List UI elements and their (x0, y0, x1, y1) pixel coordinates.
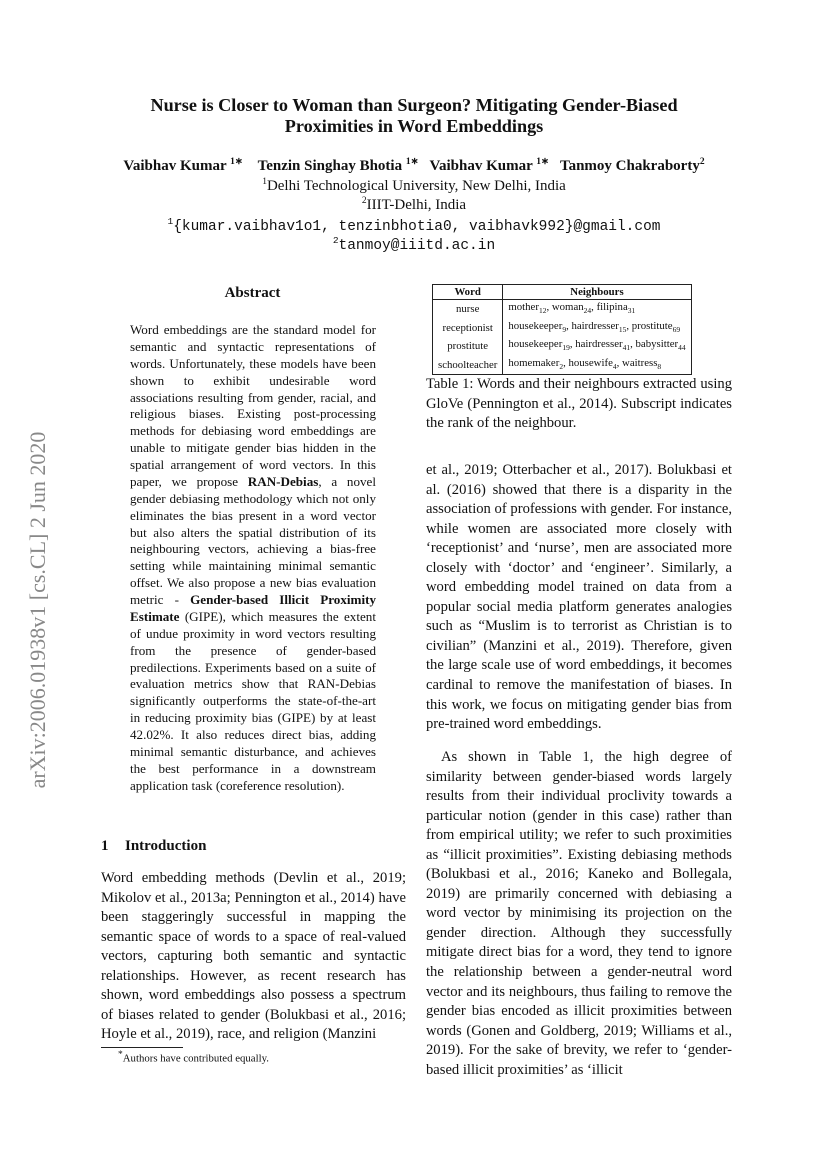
table-cell-neighbours: homemaker$_2$, housewife$_4$, waitress$_8$ (503, 356, 691, 375)
table-row (433, 300, 692, 319)
table-cell-neighbours: housekeeper$_{19}$, hairdresser$_{41}$, babysitter$_{44}$ (503, 337, 691, 355)
title-line-1: Nurse is Closer to Woman than Surgeon? Mitigating Gender-Biased (150, 95, 678, 115)
abstract-body: Word embeddings are the standard model for semantic and syntactic representations of words. Unfortunately, these models have been shown to exhibit undesirable word associations resulting from gender, racial, and religious biases. Existing post-processing methods for debiasing word embeddings are unable to mitigate gender bias hidden in the spatial arrangement of word vectors. In this paper, we propose RAN-Debias, a novel gender debiasing methodology which not only eliminates the bias present in a word vector but also alters the spatial distribution of its neighbouring vectors, achieving a bias-free setting while maintaining minimal semantic offset. We also propose a new bias evaluation metric - Gender-based Illicit Proximity Estimate (GIPE), which measures the extent of undue proximity in word vectors resulting from the presence of gender-based predilections. Experiments based on a suite of evaluation metrics show that RAN-Debias significantly outperforms the state-of-the-art in reducing proximity bias (GIPE) by at least 42.02%. It also reduces direct bias, adding minimal semantic disturbance, and achieves the best performance in a downstream application task (coreference resolution). (130, 322, 376, 793)
intro-paragraph-right-1: et al., 2019; Otterbacher et al., 2017). Bolukbasi et al. (2016) showed that there is a disparity in the association of professions with gender. For instance, while women are associated more closely with ‘receptionist’ and ‘nurse’, men are associated more closely with ‘doctor’ and ‘engineer’. Similarly, a word embedding model trained on data from a popular social media platform generates analogies such as “Muslim is to terrorist as Christian is to civilian” (Manzini et al., 2019). Therefore, given the large scale use of word embeddings, it becomes cardinal to remove the manifestation of biases. In this work, we focus on mitigating gender bias from pre-trained word embeddings. (426, 462, 732, 733)
author-list (0, 156, 828, 175)
table-cell-word: receptionist (433, 319, 503, 337)
table-word-neighbours (432, 284, 692, 375)
intro-paragraph-right-2: As shown in Table 1, the high degree of similarity between gender-biased words largely results from their individual proclivity towards a particular notion (gender in this case) rather than from empirical utility; we refer to such proximities as “illicit proximities”. Existing debiasing methods (Bolukbasi et al., 2016; Kaneko and Bollegala, 2019) are primarily concerned with debiasing a word vector by minimising its projection on the gender direction. Although they successfully mitigate direct bias for a word, they tend to ignore the relationship between a gender-neutral word vector and its neighbours, thus failing to remove the gender bias encoded as illicit proximities between words (Gonen and Goldberg, 2019; Williams et al., 2019). For the sake of brevity, we refer to ‘gender-based illicit proximities’ as ‘illicit (426, 749, 732, 1078)
title-line-2: Proximities in Word Embeddings (284, 116, 544, 136)
email-line-1: $^1${kumar.vaibhav1o1, tenzinbhotia0, vaibhavk992}@gmail.com (167, 216, 661, 235)
footnote-divider (101, 1047, 183, 1048)
arxiv-identifier: arXiv:2006.01938v1 [cs.CL] 2 Jun 2020 (25, 431, 50, 789)
table-cell-neighbours: housekeeper$_9$, hairdresser$_{15}$, prostitute$_{69}$ (503, 319, 691, 337)
email-line-2: $^2$tanmoy@iiitd.ac.in (332, 235, 496, 254)
table-cell-word: nurse (433, 300, 503, 319)
section-heading-introduction: 1 Introduction (101, 838, 207, 854)
table-header-word: Word (433, 285, 503, 300)
table-cell-word: schoolteacher (433, 356, 503, 375)
table-row (433, 319, 692, 337)
author-1: Vaibhav Kumar $^{1∗}$ (123, 157, 243, 174)
table-row (433, 337, 692, 355)
table-header-neighbours: Neighbours (503, 285, 691, 300)
author-4: Tanmoy Chakraborty$^2$ (559, 157, 705, 174)
table-cell-neighbours: mother$_{12}$, woman$_{24}$, filipina$_{31}$ (503, 300, 691, 319)
author-2: Tenzin Singhay Bhotia $^{1∗}$ (257, 157, 419, 174)
paper-title (0, 95, 828, 137)
affiliation-2: $^2$IIIT-Delhi, India (361, 196, 467, 213)
author-3: Vaibhav Kumar $^{1∗}$ (429, 157, 549, 174)
table-cell-word: prostitute (433, 337, 503, 355)
footnote: *Authors have contributed equally. (118, 1050, 269, 1065)
table-row (433, 356, 692, 375)
intro-paragraph-left: Word embedding methods (Devlin et al., 2019; Mikolov et al., 2013a; Pennington et al., 2014) have been staggeringly successful in mapping the semantic space of words to a space of real-valued vectors, capturing both semantic and syntactic relationships. However, as recent research has shown, word embeddings also possess a spectrum of biases related to gender (Bolukbasi et al., 2016; Hoyle et al., 2019), race, and religion (Manzini (101, 870, 406, 1043)
table-caption: Table 1: Words and their neighbours extracted using GloVe (Pennington et al., 2014). Subscript indicates the rank of the neighbour. (426, 376, 732, 432)
affiliation-1: $^1$Delhi Technological University, New Delhi, India (262, 177, 566, 194)
table-header-row (433, 285, 692, 300)
abstract-heading: Abstract (224, 285, 281, 301)
